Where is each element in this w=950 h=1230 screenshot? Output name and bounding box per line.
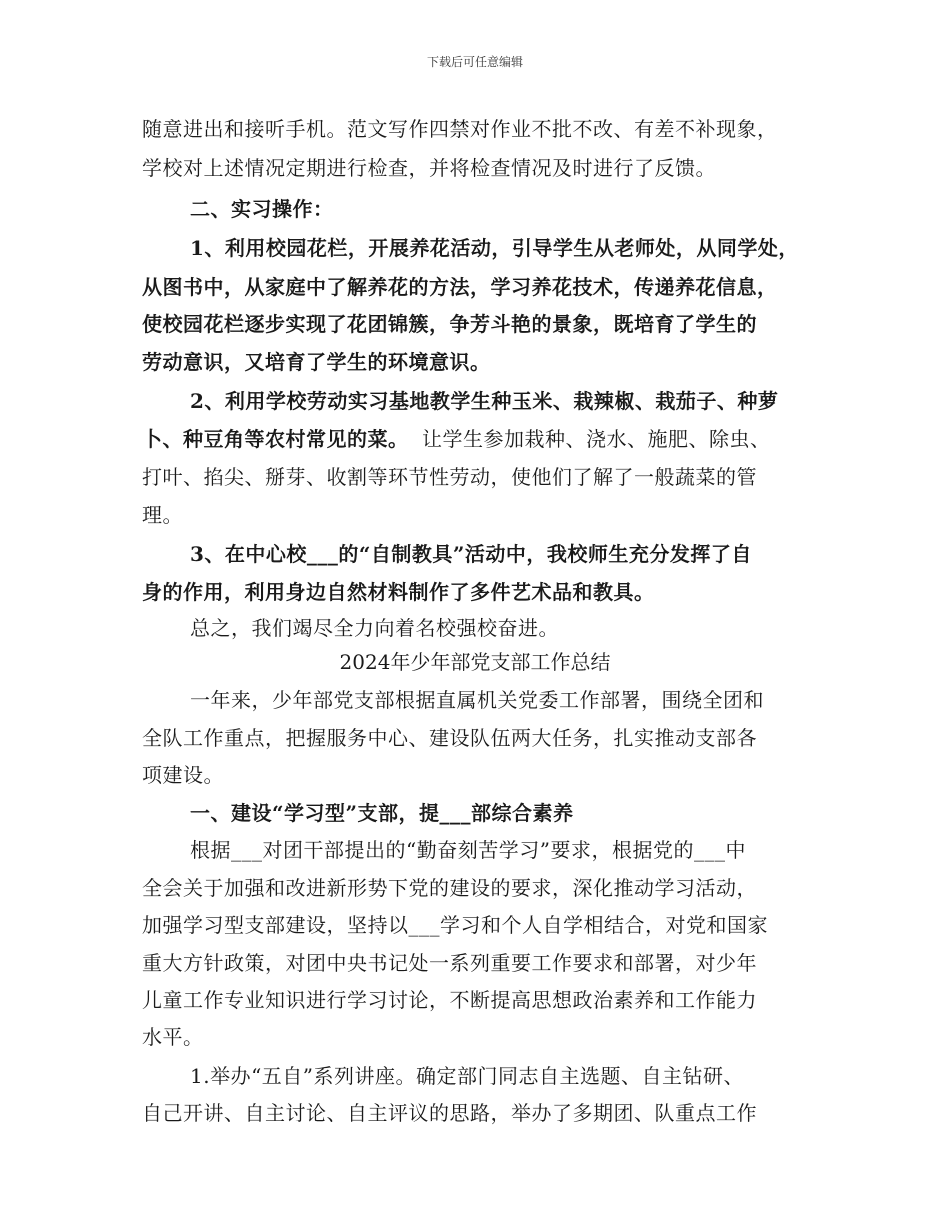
body-text-line: 自己开讲、自主讨论、自主评议的思路，举办了多期团、队重点工作 [142, 1101, 757, 1125]
body-text-line: 项建设。 [142, 763, 224, 787]
body-text-line: 随意进出和接听手机。范文写作四禁对作业不批不改、有差不补现象， [142, 117, 778, 141]
body-text-line: 从图书中，从家庭中了解养花的方法，学习养花技术，传递养花信息， [142, 275, 778, 299]
body-text-line: 理。 [142, 503, 183, 527]
body-text-line: 身的作用，利用身边自然材料制作了多件艺术品和教具。 [142, 580, 655, 604]
body-text-line: 卜、种豆角等农村常见的菜。 [142, 427, 409, 451]
section-heading: 二、实习操作： [190, 197, 334, 221]
body-text-line: 劳动意识，又培育了学生的环境意识。 [142, 350, 491, 374]
body-text-line: 全会关于加强和改进新形势下党的建设的要求，深化推动学习活动， [142, 876, 757, 900]
body-text-line: 总之，我们竭尽全力向着名校强校奋进。 [190, 616, 559, 640]
page-header: 下载后可任意编辑 [426, 55, 523, 69]
body-text-line: 学校对上述情况定期进行检查，并将检查情况及时进行了反馈。 [142, 156, 716, 180]
body-text-line: 1.举办“五自”系列讲座。确定部门同志自主选题、自主钻研、 [190, 1064, 745, 1088]
body-text-line: 重大方针政策，对团中央书记处一系列重要工作要求和部署，对少年 [142, 951, 757, 975]
document-title: 2024年少年部党支部工作总结 [339, 650, 611, 674]
body-text-line: 1、利用校园花栏，开展养花活动，引导学生从老师处，从同学处， [190, 236, 799, 260]
body-text-line: 让学生参加栽种、浇水、施肥、除虫、 [422, 427, 771, 451]
body-text-line: 一年来，少年部党支部根据直属机关党委工作部署，围绕全团和 [190, 688, 764, 712]
body-text-line: 3、在中心校___的“自制教具”活动中，我校师生充分发挥了自 [190, 542, 752, 566]
body-text-line: 加强学习型支部建设，坚持以___学习和个人自学相结合，对党和国家 [142, 913, 768, 937]
body-text-line: 水平。 [142, 1025, 204, 1049]
section-heading: 一、建设“学习型”支部，提___部综合素养 [190, 801, 574, 825]
body-text-line: 2、利用学校劳动实习基地教学生种玉米、栽辣椒、栽茄子、种萝 [190, 389, 779, 413]
body-text-line: 全队工作重点，把握服务中心、建设队伍两大任务，扎实推动支部各 [142, 726, 757, 750]
body-text-line: 儿童工作专业知识进行学习讨论，不断提高思想政治素养和工作能力 [142, 988, 757, 1012]
body-text-line: 根据___对团干部提出的“勤奋刻苦学习”要求，根据党的___中 [190, 838, 746, 862]
body-text-line: 使校园花栏逐步实现了花团锦簇，争芳斗艳的景象，既培育了学生的 [142, 312, 757, 336]
body-text-line: 打叶、掐尖、掰芽、收割等环节性劳动，使他们了解了一般蔬菜的管 [142, 465, 757, 489]
